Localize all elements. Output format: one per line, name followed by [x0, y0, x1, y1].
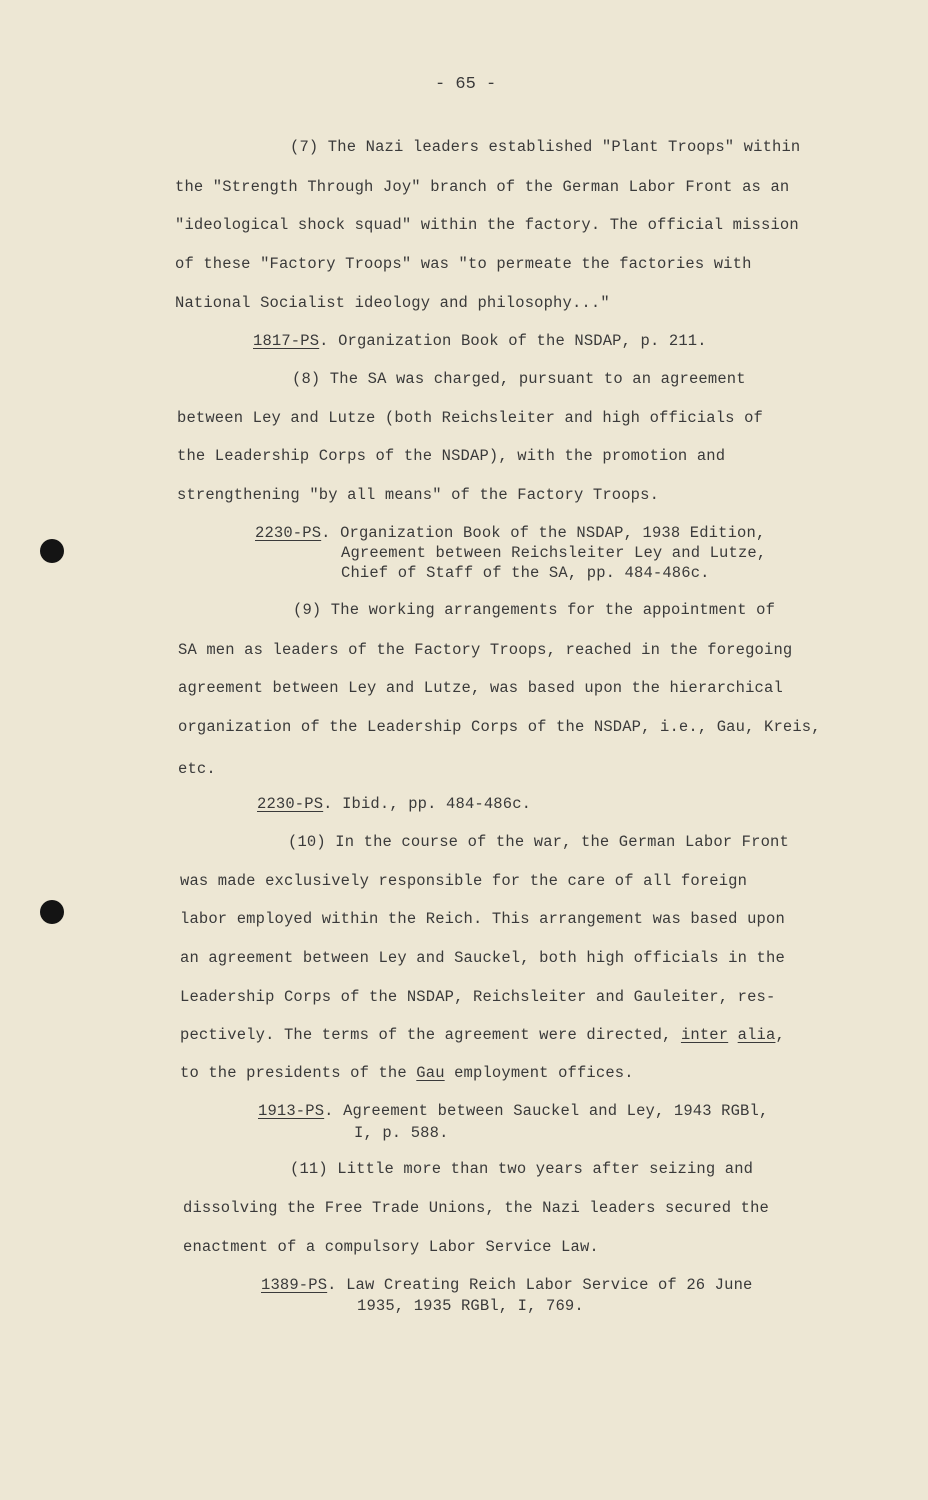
inter-word: inter [680, 1026, 729, 1044]
citation-doc-id: 2230-PS [255, 524, 322, 542]
p9-line: (9) The working arrangements for the appointment of [293, 601, 776, 619]
citation-text: . Law Creating Reich Labor Service of 26 June [327, 1276, 753, 1294]
p7-line: "ideological shock squad" within the factory. The official mission [175, 216, 799, 234]
p10-line: an agreement between Ley and Sauckel, both high officials in the [180, 949, 785, 967]
citation-text: . Agreement between Sauckel and Ley, 1943 RGBl, [324, 1102, 769, 1120]
citation-doc-id: 1817-PS [253, 332, 320, 350]
citation-doc-id: 1389-PS [261, 1276, 328, 1294]
citation-2230a [255, 524, 765, 542]
p7-line: of these "Factory Troops" was "to permeate the factories with [175, 255, 752, 273]
punch-hole-top [40, 539, 64, 563]
p7-line: (7) The Nazi leaders established "Plant Troops" within [290, 138, 801, 156]
citation-text: . Organization Book of the NSDAP, 1938 Edition, [321, 524, 766, 542]
p10-line: was made exclusively responsible for the care of all foreign [180, 872, 748, 890]
p8-line: the Leadership Corps of the NSDAP), with the promotion and [177, 447, 726, 465]
p10-line: pectively. The terms of the agreement were directed, inter alia, [180, 1026, 785, 1044]
p10-line: labor employed within the Reich. This arrangement was based upon [180, 910, 785, 928]
p7-line: National Socialist ideology and philosophy..." [175, 294, 610, 312]
p8-line: strengthening "by all means" of the Factory Troops. [177, 486, 660, 504]
citation-1913-cont: I, p. 588. [354, 1124, 449, 1142]
p11-line: dissolving the Free Trade Unions, the Nazi leaders secured the [183, 1199, 769, 1217]
citation-doc-id: 1913-PS [258, 1102, 325, 1120]
p9-line: SA men as leaders of the Factory Troops, reached in the foregoing [178, 641, 793, 659]
page-number: - 65 - [435, 75, 497, 94]
p11-line: enactment of a compulsory Labor Service Law. [183, 1238, 599, 1256]
p7-line: the "Strength Through Joy" branch of the German Labor Front as an [175, 178, 790, 196]
citation-text: . Ibid., pp. 484-486c. [323, 795, 532, 813]
p9-line: organization of the Leadership Corps of the NSDAP, i.e., Gau, Kreis, [178, 718, 821, 736]
citation-1817 [253, 332, 707, 350]
citation-1389-cont: 1935, 1935 RGBl, I, 769. [357, 1297, 584, 1315]
p8-line: (8) The SA was charged, pursuant to an agreement [292, 370, 746, 388]
p9-line: agreement between Ley and Lutze, was based upon the hierarchical [178, 679, 783, 697]
citation-text: . Organization Book of the NSDAP, p. 211. [319, 332, 707, 350]
gau-word: Gau [416, 1064, 445, 1082]
p11-line: (11) Little more than two years after seizing and [290, 1160, 754, 1178]
citation-2230b [257, 795, 531, 813]
p8-line: between Ley and Lutze (both Reichsleiter and high officials of [177, 409, 763, 427]
citation-1389 [261, 1276, 753, 1294]
p10-line: Leadership Corps of the NSDAP, Reichsleiter and Gauleiter, res- [180, 988, 776, 1006]
p9-line: etc. [178, 760, 216, 778]
citation-2230a-cont: Chief of Staff of the SA, pp. 484-486c. [341, 564, 710, 582]
punch-hole-bottom [40, 900, 64, 924]
alia-word: alia [737, 1026, 776, 1044]
citation-doc-id: 2230-PS [257, 795, 324, 813]
p10-line: (10) In the course of the war, the German Labor Front [288, 833, 789, 851]
p10-line: to the presidents of the Gau employment offices. [180, 1064, 634, 1082]
citation-2230a-cont: Agreement between Reichsleiter Ley and Lutze, [341, 544, 767, 562]
citation-1913 [258, 1102, 768, 1120]
